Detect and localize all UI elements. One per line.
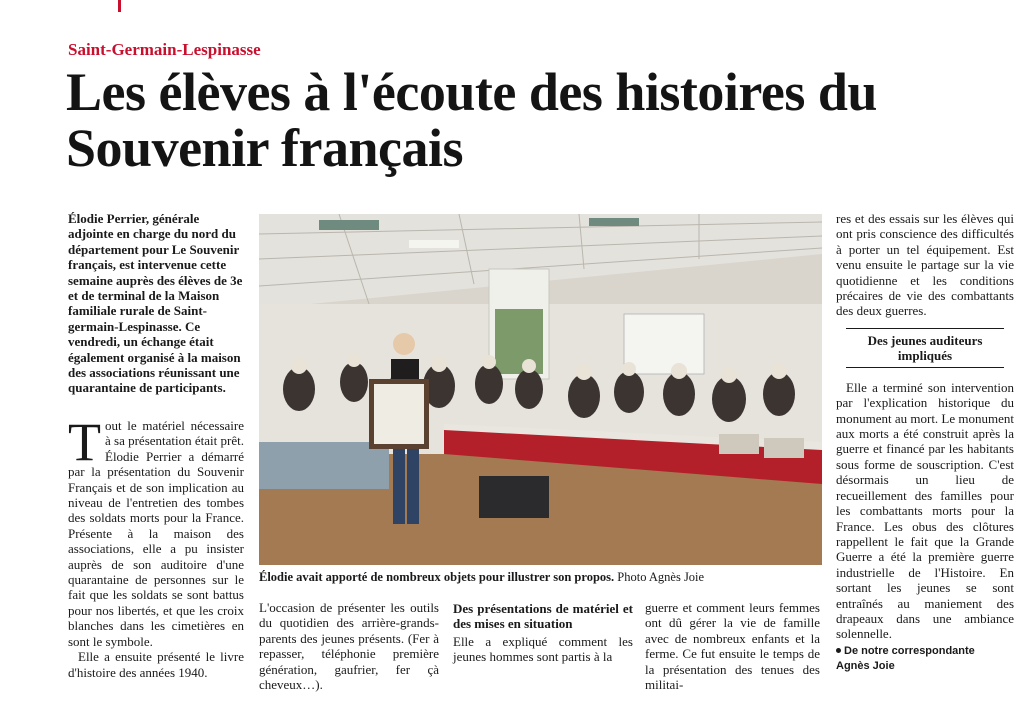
subheading-presentations: Des présentations de matériel et des mises en situation: [453, 601, 633, 631]
column-3-text: Elle a expliqué comment les jeunes hommes sont partis à la: [453, 634, 633, 665]
body-column-1: [68, 412, 244, 680]
bullet-icon: [836, 648, 841, 653]
paragraph-1: out le matériel nécessaire à sa présentation était prêt. Élodie Perrier a démarré par la présentation du Souvenir Français et de son implication au niveau de l'entretien des tombes des soldats morts pour la France. Présente à la maison des associations, elle a pu insister auprès de son auditoire d'une quarantaine de personnes sur le fait que les soldats se sont battus pour nos libertés, et que les croix blanches dans les cimetières en sont le symbole.: [68, 418, 244, 649]
byline: [836, 644, 1014, 674]
article-kicker: Saint-Germain-Lespinasse: [68, 40, 261, 59]
photo-caption: [259, 570, 829, 585]
column-5-text-a: res et des essais sur les élèves qui ont pris conscience des difficultés à porter un tel équipement. Est venu ensuite le partage sur la vie quotidienne et les conditions précaires de vie des combattants des deux guerres.: [836, 211, 1014, 319]
paragraph-2: Elle a ensuite présenté le livre d'histoire des années 1940.: [68, 649, 244, 680]
subheading-jeunes-auditeurs: Des jeunes auditeurs impliqués: [846, 328, 1004, 368]
body-column-3: [453, 602, 633, 665]
article-lead: Élodie Perrier, générale adjointe en charge du nord du département pour Le Souvenir français, est intervenue cette semaine auprès des élèves de 3e et de terminal de la Maison familiale rurale de Saint-germain-Lespinasse. Ce vendredi, un échange était également organisé à la maison des associations réunissant une quarantaine de participants.: [68, 211, 243, 396]
photo-credit: Photo Agnès Joie: [617, 570, 705, 584]
article-photo: [259, 214, 822, 565]
body-column-4: guerre et comment leurs femmes ont dû gérer la vie de famille avec de nombreux enfants et la ferme. Ce fut ensuite le temps de la présentation des tenues des militai-: [645, 600, 820, 693]
article-headline: Les élèves à l'écoute des histoires du Souvenir français: [66, 62, 877, 178]
column-5-text-b: Elle a terminé son intervention par l'explication historique du monument au mort. Le monument aux morts a été construit après la guerre et financé par les habitants sous forme de souscription. C'est désormais un lieu de recueillement des familles pour les combattants morts pour la France. Les obus des clôtures rappellent le fait que la Grande Guerre a été la première guerre industrielle de l'Histoire. En sortant les jeunes se sont entraînés au maniement des drapeaux dans une ambiance solennelle.: [836, 379, 1014, 642]
byline-author: Agnès Joie: [836, 659, 895, 672]
drop-cap: T: [68, 412, 101, 472]
caption-text: Élodie avait apporté de nombreux objets pour illustrer son propos.: [259, 570, 615, 584]
body-column-2: L'occasion de présenter les outils du quotidien des arrière-grands-parents des jeunes présents. (Fer à repasser, téléphonie première génération, gaufrier, fer çà cheveux…).: [259, 600, 439, 693]
body-column-5: [836, 211, 1014, 674]
byline-role: De notre correspondante: [844, 644, 975, 657]
page-marker: [118, 0, 121, 12]
